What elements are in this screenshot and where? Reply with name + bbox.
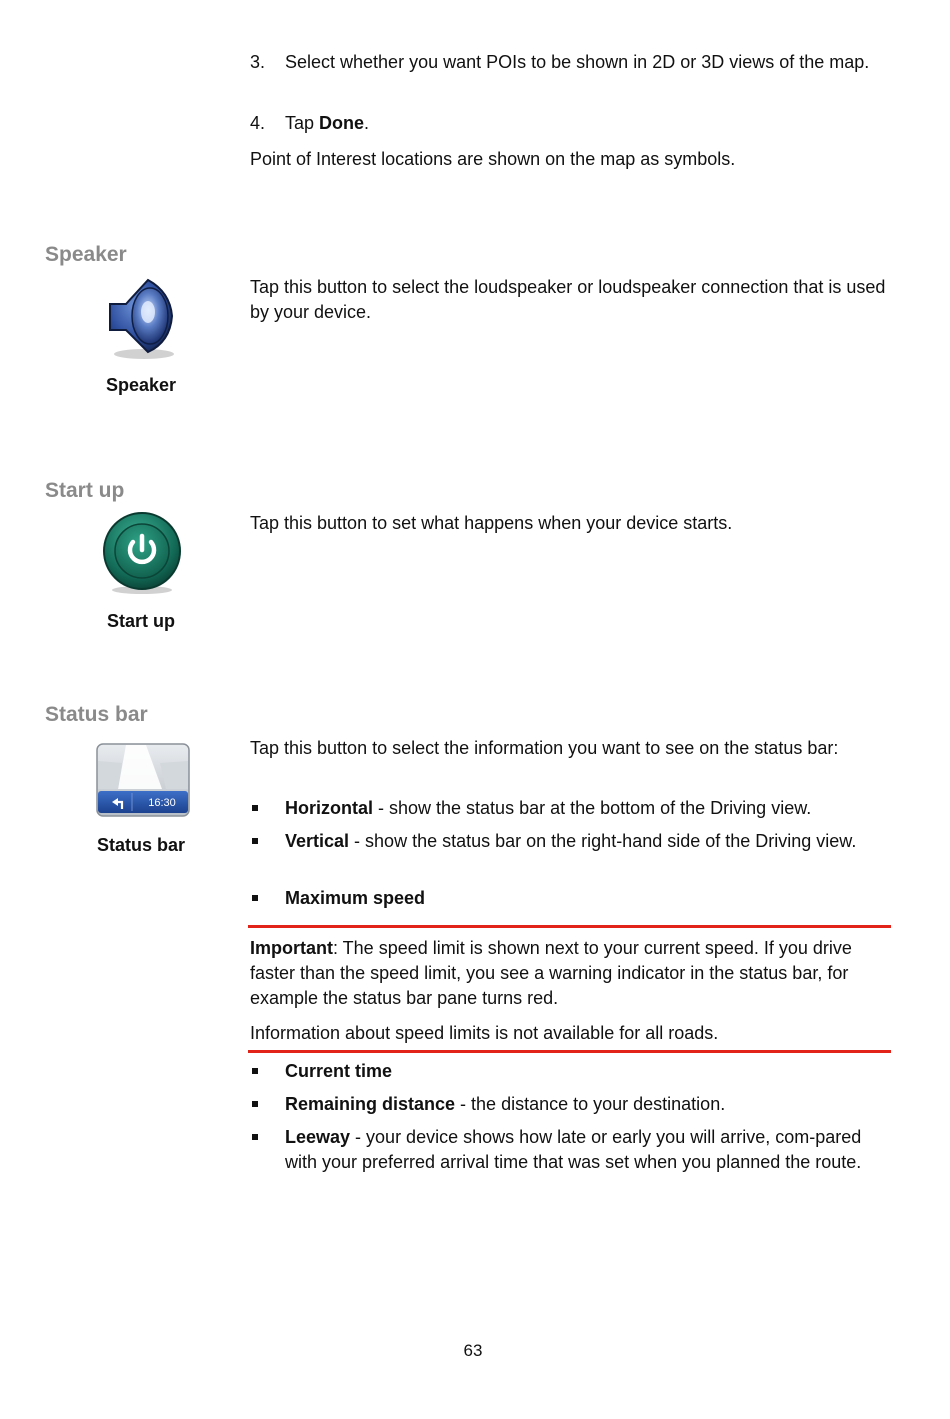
power-icon[interactable] [100, 510, 184, 594]
speaker-section-title: Speaker [45, 243, 127, 266]
page-number: 63 [463, 1341, 483, 1360]
bullet-square [252, 805, 258, 811]
poi-note: Point of Interest locations are shown on the map as symbols. [250, 149, 736, 169]
step-4 [250, 111, 890, 137]
list-item-current-time: Current time [250, 1059, 890, 1084]
important-top-rule [248, 925, 891, 928]
step-number: 4. [250, 113, 266, 133]
status-bar-icon[interactable] [96, 743, 190, 817]
startup-caption: Start up [106, 611, 175, 631]
step-number: 3. [250, 52, 266, 72]
speed-limit-info: Information about speed limits is not available for all roads. [250, 1023, 719, 1043]
important-bottom-rule [248, 1050, 891, 1053]
important-label: Important [250, 938, 333, 958]
done-label: Done [319, 113, 365, 133]
bullet-square [252, 1101, 258, 1107]
bullet-square [252, 895, 258, 901]
list-item-vertical: Vertical - show the status bar on the right-hand side of the Driving view. [250, 829, 890, 854]
statusbar-description: Tap this button to select the information you want to see on the status bar: [250, 738, 839, 758]
status-bar-icon-time: 16:30 [148, 797, 176, 809]
list-item-remaining-distance: Remaining distance - the distance to your destination. [250, 1092, 890, 1117]
step-text: Select whether you want POIs to be shown in 2D or 3D views of the map. [285, 52, 870, 72]
speaker-caption: Speaker [105, 375, 177, 395]
step-text: Tap Done. [285, 113, 370, 133]
bullet-square [252, 838, 258, 844]
startup-description: Tap this button to set what happens when your device starts. [250, 513, 733, 533]
step-3 [250, 50, 890, 102]
list-item-maximum-speed: Maximum speed [250, 886, 890, 911]
speaker-description: Tap this button to select the loudspeaker or loudspeaker connection that is used by your device. [250, 277, 886, 322]
statusbar-section-title: Status bar [45, 703, 148, 726]
list-item-horizontal: Horizontal - show the status bar at the bottom of the Driving view. [250, 796, 890, 821]
statusbar-caption: Status bar [96, 835, 186, 855]
speaker-icon[interactable] [100, 274, 182, 360]
list-item-leeway: Leeway - your device shows how late or early you will arrive, com-pared with your preferred arrival time that was set when you planned the route. [250, 1125, 890, 1175]
bullet-square [252, 1068, 258, 1074]
important-note: Important: The speed limit is shown next to your current speed. If you drive faster than the speed limit, you see a warning indicator in the status bar, for example the status bar pane turns red. [250, 938, 852, 1008]
startup-section-title: Start up [45, 479, 125, 502]
bullet-square [252, 1134, 258, 1140]
